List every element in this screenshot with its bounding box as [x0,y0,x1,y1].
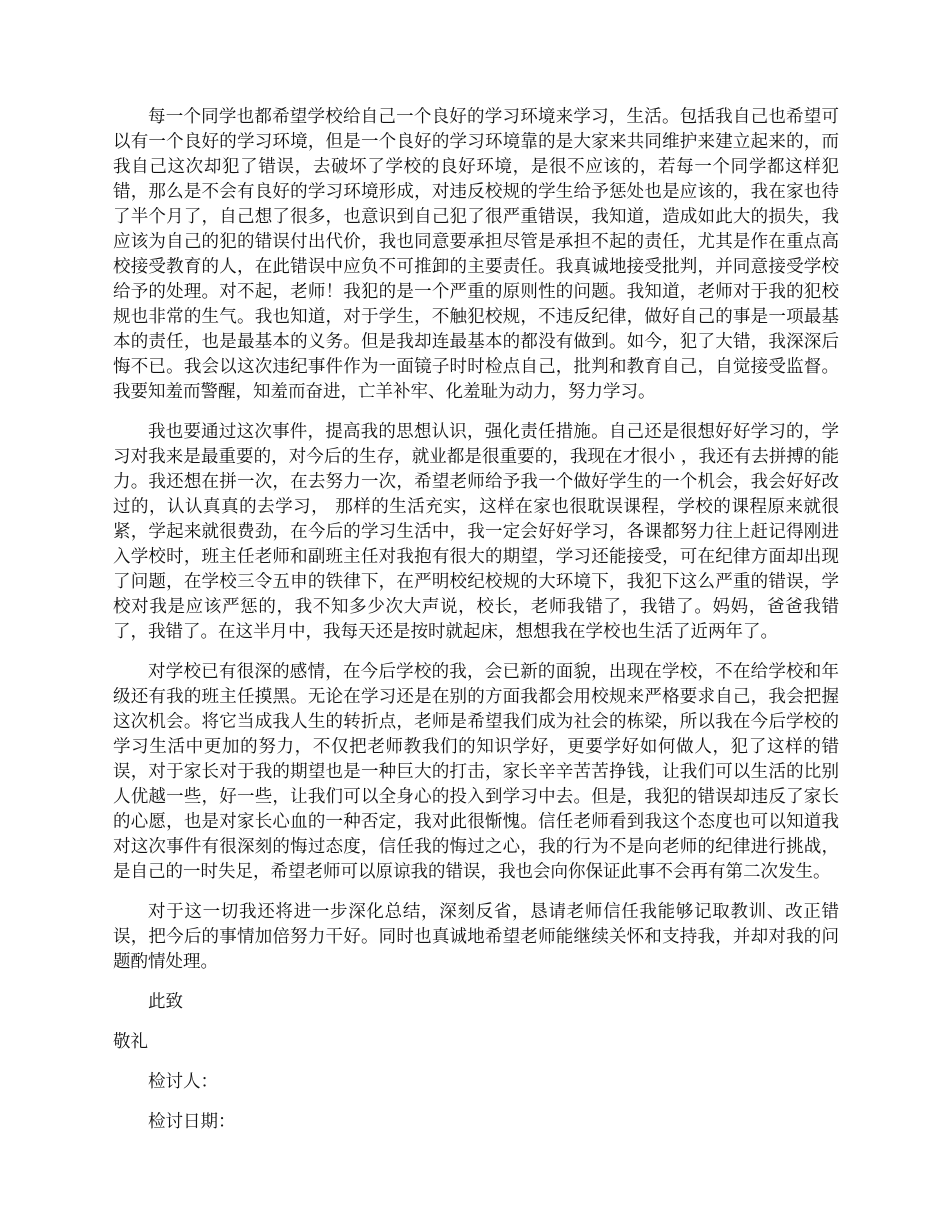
paragraph-1: 每一个同学也都希望学校给自己一个良好的学习环境来学习，生活。包括我自己也希望可以有一个良好的学习环境，但是一个良好的学习环境靠的是大家来共同维护来建立起来的，而我自己这次却犯了错误，去破坏了学校的良好环境，是很不应该的，若每一个同学都这样犯错，那么是不会有良好的学习环境形成，对违反校规的学生给予惩处也是应该的，我在家也待了半个月了，自己想了很多，也意识到自己犯了很严重错误，我知道，造成如此大的损失，我应该为自己的犯的错误付出代价，我也同意要承担尽管是承担不起的责任，尤其是作在重点高校接受教育的人，在此错误中应负不可推卸的主要责任。我真诚地接受批判，并同意接受学校给予的处理。对不起，老师！我犯的是一个严重的原则性的问题。我知道，老师对于我的犯校规也非常的生气。我也知道，对于学生，不触犯校规，不违反纪律，做好自己的事是一项最基本的责任，也是最基本的义务。但是我却连最基本的都没有做到。如今，犯了大错，我深深后悔不已。我会以这次违纪事件作为一面镜子时时检点自己，批判和教育自己，自觉接受监督。我要知羞而警醒，知羞而奋进，亡羊补牢、化羞耻为动力，努力学习。 [113,107,839,402]
signer-label: 检讨人： [148,1072,218,1092]
document-body [113,105,839,1150]
paragraph-3: 对学校已有很深的感情，在今后学校的我，会已新的面貌，出现在学校，不在给学校和年级还有我的班主任摸黑。无论在学习还是在别的方面我都会用校规来严格要求自己，我会把握这次机会。将它当成我人生的转折点，老师是希望我们成为社会的栋梁，所以我在今后学校的学习生活中更加的努力，不仅把老师教我们的知识学好，更要学好如何做人，犯了这样的错误，对于家长对于我的期望也是一种巨大的打击，家长辛辛苦苦挣钱，让我们可以生活的比别人优越一些，好一些，让我们可以全身心的投入到学习中去。但是，我犯的错误却违反了家长的心愿，也是对家长心血的一种否定，我对此很惭愧。信任老师看到我这个态度也可以知道我对这次事件有很深刻的悔过态度，信任我的悔过之心，我的行为不是向老师的纪律进行挑战，是自己的一时失足，希望老师可以原谅我的错误，我也会向你保证此事不会再有第二次发生。 [113,662,839,882]
paragraph-2: 我也要通过这次事件，提高我的思想认识，强化责任措施。自己还是很想好好学习的，学习对我来是最重要的，对今后的生存，就业都是很重要的，我现在才很小 ，我还有去拼搏的能力。我还想在拼一次，在去努力一次，希望老师给予我一个做好学生的一个机会，我会好好改过的，认认真真的去学习， 那样的生活充实，这样在家也很耽误课程，学校的课程原来就很紧，学起来就很费劲，在今后的学习生活中，我一定会好好学习，各课都努力往上赶记得刚进入学校时，班主任老师和副班主任对我抱有很大的期望，学习还能接受，可在纪律方面却出现了问题，在学校三令五申的铁律下，在严明校纪校规的大环境下，我犯下这么严重的错误，学校对我是应该严惩的，我不知多少次大声说，校长，老师我错了，我错了。妈妈，爸爸我错了，我错了。在这半月中，我每天还是按时就起床，想想我在学校也生活了近两年了。 [113,422,839,642]
closing-line: 此致 [148,992,183,1012]
date-label: 检讨日期： [148,1112,236,1132]
paragraph-4: 对于这一切我还将进一步深化总结，深刻反省，恳请老师信任我能够记取教训、改正错误，把今后的事情加倍努力干好。同时也真诚地希望老师能继续关怀和支持我，并却对我的问题酌情处理。 [113,902,839,972]
salute-line: 敬礼 [113,1032,148,1052]
